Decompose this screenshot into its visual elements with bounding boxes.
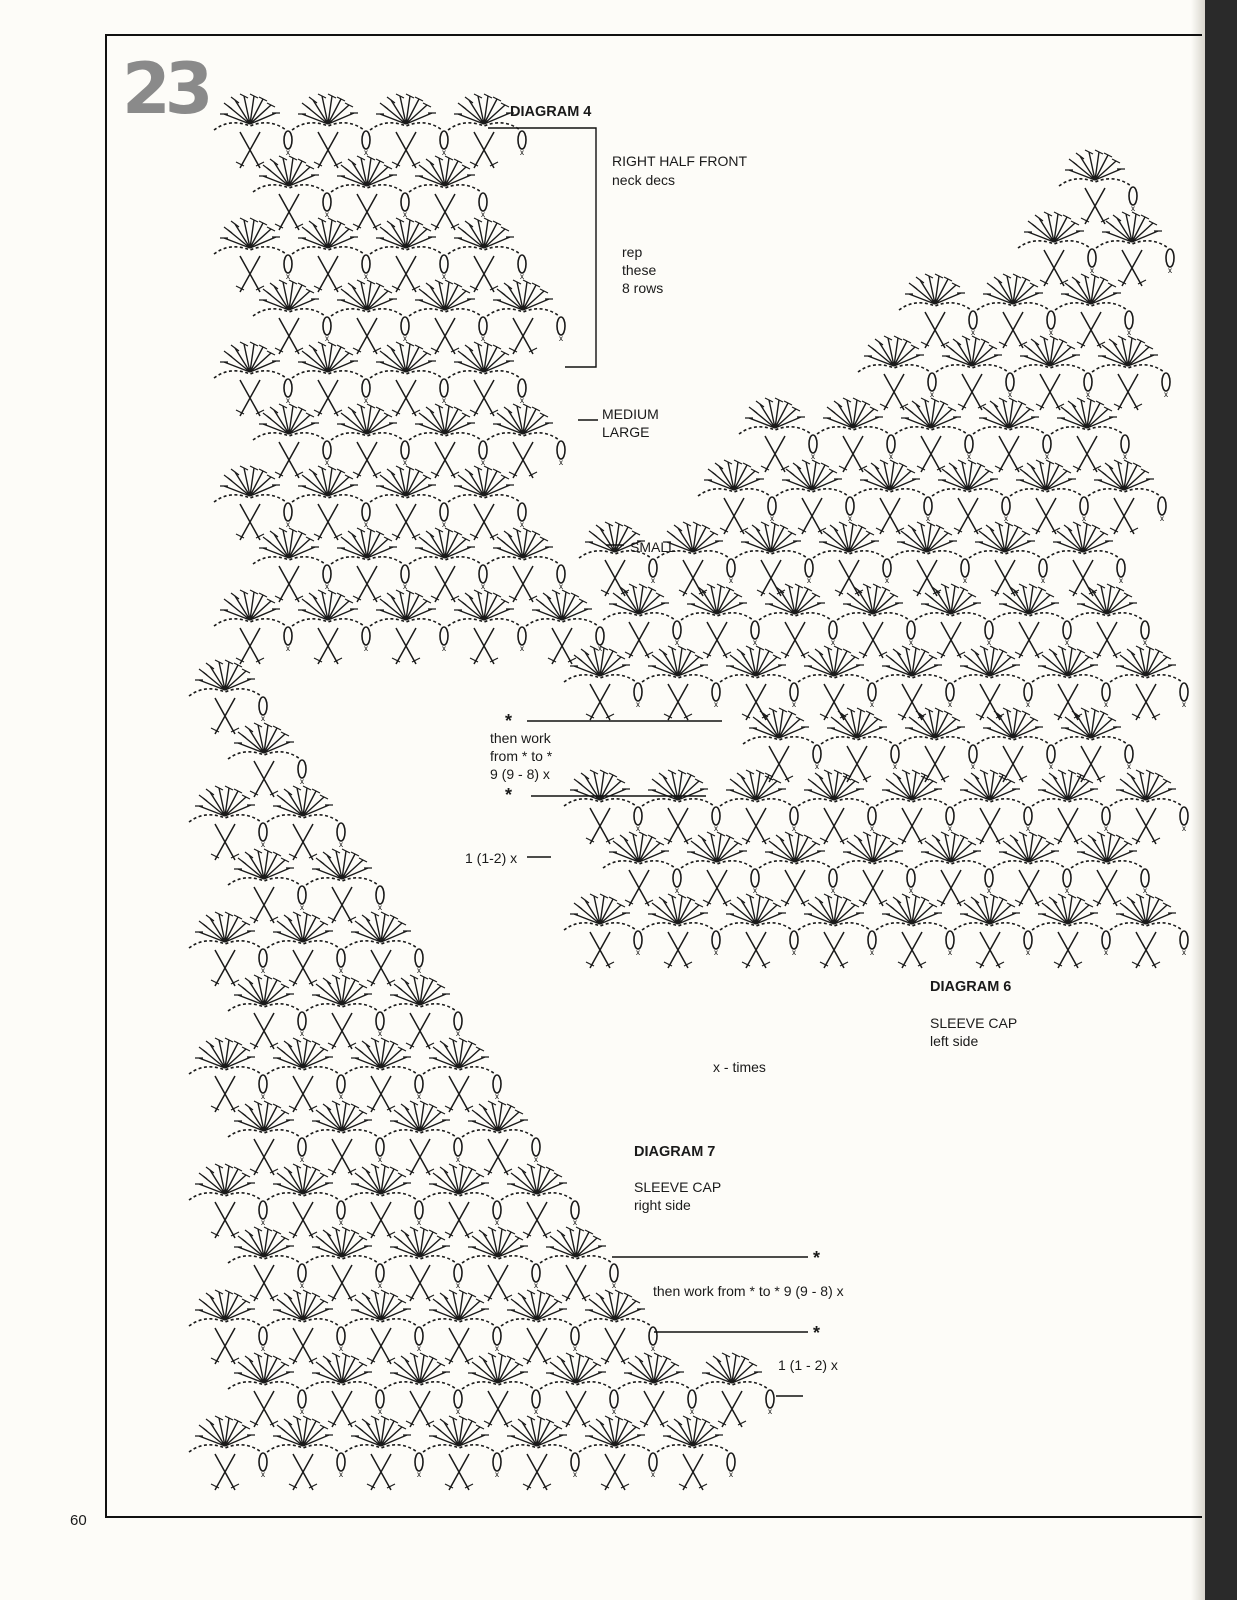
diagram-7-stitch-motif	[306, 849, 384, 923]
diagram-6-stitch-motif	[899, 708, 977, 782]
diagram-4-repeat-label: rep these 8 rows	[622, 244, 664, 296]
diagram-7-stitch-motif	[306, 1227, 384, 1301]
diagram-4-stitch-motif	[526, 590, 604, 664]
diagram-7-stitch-motif	[657, 1416, 735, 1490]
size-label-small: SMALL	[630, 539, 676, 555]
diagram-7-once-label: 1 (1 - 2) x	[778, 1357, 838, 1373]
diagram-6-then-work: then work from * to * 9 (9 - 8) x	[490, 730, 553, 782]
diagram-7-stitch-motif	[189, 1038, 267, 1112]
diagram-6-stitch-motif	[977, 708, 1055, 782]
diagram-4-label-neck-decs: neck decs	[612, 172, 676, 188]
diagram-7-stitch-motif	[189, 1416, 267, 1490]
diagram-7-stitch-motif	[423, 1290, 501, 1364]
diagram-6-stitch-motif	[1047, 522, 1125, 596]
section-number: 23	[122, 48, 208, 130]
diagram-6-stitch-motif	[1055, 708, 1133, 782]
diagram-7-stitch-motif	[696, 1353, 774, 1427]
diagram-7-stitch-motif	[189, 1164, 267, 1238]
diagram-7-stitch-motif	[423, 1164, 501, 1238]
diagram-6-star-top: *	[505, 711, 513, 731]
diagram-6-stitch-motif	[1051, 398, 1129, 472]
diagram-6-stitch-motif	[969, 522, 1047, 596]
diagram-6-stitch-motif	[743, 708, 821, 782]
diagram-6-stitch-motif	[1110, 894, 1188, 968]
diagram-7-title: DIAGRAM 7	[634, 1144, 716, 1160]
diagram-7-stitch-motif	[384, 1101, 462, 1175]
diagram-6-stitch-motif	[1059, 150, 1137, 224]
diagram-7-stitch-motif	[306, 1353, 384, 1427]
diagram-7-stitch-motif	[423, 1038, 501, 1112]
diagram-6-star-bottom: *	[505, 785, 513, 805]
diagram-7-stitch-motif	[462, 1101, 540, 1175]
diagram-7-stitch-motif	[306, 1101, 384, 1175]
diagram-6-title: DIAGRAM 6	[930, 979, 1012, 995]
diagram-6-subtitle: SLEEVE CAP left side	[930, 1015, 1018, 1049]
diagram-6-stitch-motif	[1055, 274, 1133, 348]
diagram-7-stitch-motif	[384, 1353, 462, 1427]
diagram-4-label-right-half-front: RIGHT HALF FRONT	[612, 153, 748, 169]
diagram-7-stitch-motif	[423, 1416, 501, 1490]
diagram-7-stitch-motif	[189, 912, 267, 986]
diagram-7-stitch-motif	[501, 1164, 579, 1238]
diagram-6-once-label: 1 (1-2) x	[465, 850, 518, 866]
diagram-6-stitch-motif	[891, 522, 969, 596]
diagram-7-then-work: then work from * to * 9 (9 - 8) x	[653, 1283, 844, 1299]
diagram-6-stitch-motif	[1018, 212, 1096, 286]
diagram-7-stitch-motif	[345, 912, 423, 986]
diagram-7-subtitle: SLEEVE CAP right side	[634, 1179, 722, 1213]
diagram-6-stitch-motif	[1096, 212, 1174, 286]
diagram-6-stitch-motif	[657, 522, 735, 596]
diagram-7-stitch-motif	[345, 1038, 423, 1112]
diagram-7-stitch-motif	[579, 1416, 657, 1490]
diagram-6-stitch-motif	[735, 522, 813, 596]
diagram-6-stitch-motif	[936, 336, 1014, 410]
diagram-7-stitch-motif	[462, 1227, 540, 1301]
diagram-7-stitch-motif	[267, 1416, 345, 1490]
diagram-6-stitch-motif	[973, 398, 1051, 472]
diagram-6-stitch-motif	[858, 336, 936, 410]
diagram-6-stitch-motif	[899, 274, 977, 348]
diagram-7-stitch-motif	[267, 1038, 345, 1112]
diagram-6-stitch-motif	[579, 522, 657, 596]
diagram-6-stitch-motif	[895, 398, 973, 472]
diagram-7-stitch-motif	[228, 1353, 306, 1427]
diagram-7-stitch-motif	[189, 660, 267, 734]
diagram-7-stitch-motif	[384, 975, 462, 1049]
diagram-6-stitch-motif	[739, 398, 817, 472]
diagram-6-stitch-motif	[1110, 646, 1188, 720]
page-number: 60	[70, 1512, 87, 1529]
diagram-6-stitch-motif	[932, 460, 1010, 534]
diagram-6-stitch-motif	[1014, 336, 1092, 410]
diagram-7-stitch-motif	[228, 723, 306, 797]
diagram-7-stitch-motif	[228, 975, 306, 1049]
diagram-7-stitch-motif	[501, 1290, 579, 1364]
diagram-7-stitch-motif	[345, 1290, 423, 1364]
diagram-7-stitch-motif	[228, 849, 306, 923]
diagram-7-stitch-motif	[540, 1227, 618, 1301]
diagram-4-stitch-motif	[487, 404, 565, 478]
diagram-7-stitch-motif	[579, 1290, 657, 1364]
diagram-6-stitch-motif	[1010, 460, 1088, 534]
diagram-7-stitch-motif	[228, 1101, 306, 1175]
diagram-7-stitch-motif	[345, 1164, 423, 1238]
diagram-7-stitch-motif	[267, 912, 345, 986]
diagram-6-stitch-motif	[977, 274, 1055, 348]
legend-x-times: x - times	[713, 1059, 766, 1075]
diagram-7-stitch-motif	[384, 1227, 462, 1301]
diagram-6-stitch-motif	[1088, 460, 1166, 534]
diagram-6-stitch-motif	[813, 522, 891, 596]
diagram-7-stitch-motif	[540, 1353, 618, 1427]
diagram-7-stitch-motif	[501, 1416, 579, 1490]
diagram-4-stitch-motif	[487, 280, 565, 354]
diagram-6-stitch-motif	[698, 460, 776, 534]
diagram-7-stitch-motif	[618, 1353, 696, 1427]
size-label-medium-large: MEDIUM LARGE	[602, 406, 659, 440]
diagram-7-stitch-motif	[267, 786, 345, 860]
diagram-7-stitch-motif	[228, 1227, 306, 1301]
diagram-7-stitch-motif	[189, 1290, 267, 1364]
diagram-7-stitch-motif	[345, 1416, 423, 1490]
diagram-6-stitch-motif	[776, 460, 854, 534]
diagram-6-stitch-motif	[1092, 336, 1170, 410]
diagram-6-stitch-motif	[1110, 770, 1188, 844]
diagram-4-title: DIAGRAM 4	[510, 104, 592, 120]
diagram-6-stitch-motif	[821, 708, 899, 782]
diagram-6-stitch-motif	[854, 460, 932, 534]
diagram-7-star-bottom: *	[813, 1323, 821, 1343]
diagram-7-stitch-motif	[462, 1353, 540, 1427]
diagram-7-star-top: *	[813, 1248, 821, 1268]
diagram-7-stitch-motif	[189, 786, 267, 860]
diagram-6-stitch-motif	[817, 398, 895, 472]
crochet-charts: x	[0, 0, 1237, 1600]
diagram-7-stitch-motif	[306, 975, 384, 1049]
diagram-7-stitch-motif	[267, 1290, 345, 1364]
diagram-7-stitch-motif	[267, 1164, 345, 1238]
